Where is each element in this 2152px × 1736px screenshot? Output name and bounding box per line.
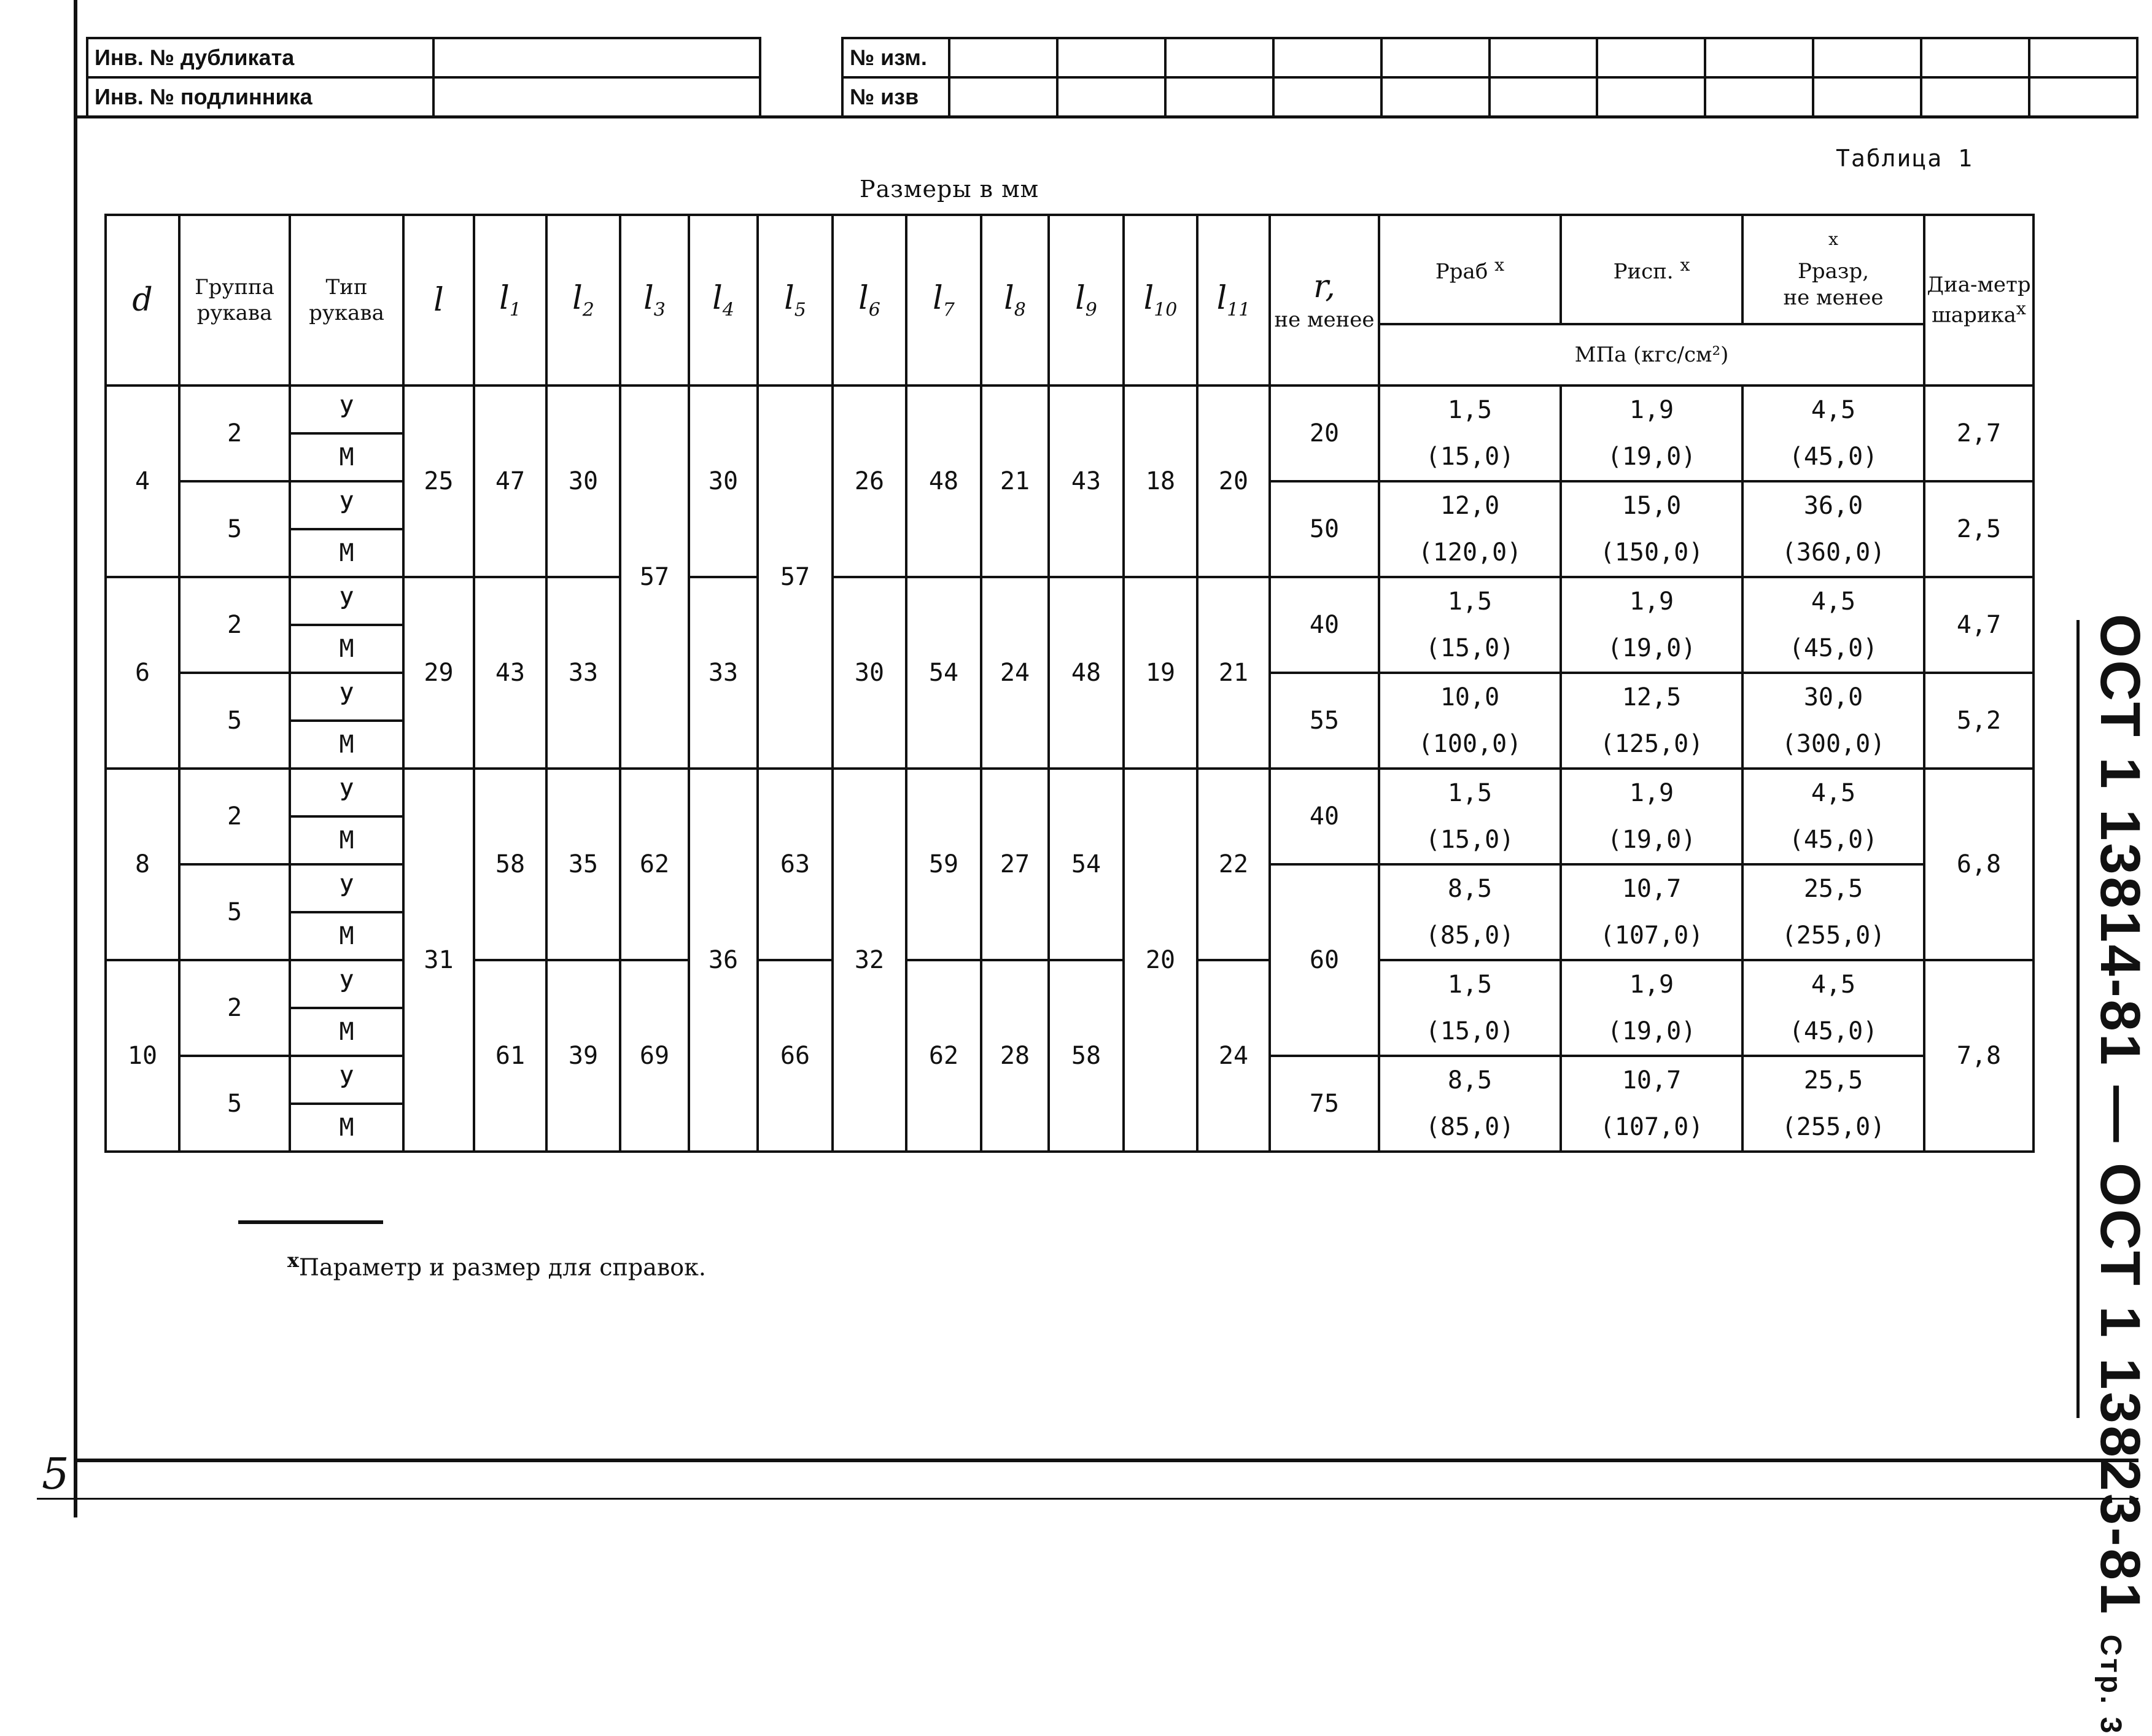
l8-cell: 24 <box>981 577 1049 769</box>
type-cell: У <box>290 673 403 721</box>
p-rab-cell: 12,0 (120,0) <box>1379 481 1561 577</box>
izv-label: № изв <box>842 77 949 117</box>
group-cell: 5 <box>179 673 290 769</box>
l6-cell: 30 <box>833 577 906 769</box>
p-isp-cell: 1,9 (19,0) <box>1561 960 1742 1056</box>
header-type: Тип рукава <box>290 215 403 386</box>
izm-label: № изм. <box>842 38 949 77</box>
p-isp-cell: 10,7 (107,0) <box>1561 1056 1742 1152</box>
l7-cell: 54 <box>906 577 981 769</box>
d-6: 6 <box>106 577 179 769</box>
p-razr-cell: 25,5 (255,0) <box>1742 1056 1924 1152</box>
l11-cell: 21 <box>1197 577 1270 769</box>
l6-cell: 26 <box>833 386 906 577</box>
p-razr-cell: 4,5 (45,0) <box>1742 577 1924 673</box>
p-razr-cell: 4,5 (45,0) <box>1742 960 1924 1056</box>
type-cell: М <box>290 721 403 769</box>
type-cell: М <box>290 912 403 960</box>
type-cell: У <box>290 386 403 433</box>
l-cell: 29 <box>403 577 474 769</box>
l9-cell: 43 <box>1049 386 1124 577</box>
l2-cell: 39 <box>546 960 620 1152</box>
type-cell: У <box>290 864 403 912</box>
l4-cell: 36 <box>689 769 758 1152</box>
l8-cell: 21 <box>981 386 1049 577</box>
header-l2: $l_2$ <box>546 215 620 386</box>
l9-cell: 54 <box>1049 769 1124 960</box>
header-l11: $l_{11}$ <box>1197 215 1270 386</box>
header-l9: $l_9$ <box>1049 215 1124 386</box>
header-r: r, не менее <box>1270 215 1379 386</box>
header-p-razr: $^x$ Pразр, не менее <box>1742 215 1924 324</box>
l2-cell: 30 <box>546 386 620 577</box>
footnote-mark: x <box>287 1249 299 1272</box>
r-cell: 20 <box>1270 386 1379 481</box>
p-rab-cell: 1,5 (15,0) <box>1379 386 1561 481</box>
header-l7: $l_7$ <box>906 215 981 386</box>
p-rab-cell: 1,5 (15,0) <box>1379 577 1561 673</box>
bottom-border-line <box>74 1459 2138 1462</box>
type-cell: М <box>290 625 403 673</box>
p-rab-cell: 10,0 (100,0) <box>1379 673 1561 769</box>
l5-cell: 63 <box>758 769 833 960</box>
header-p-rab: Pраб $^x$ <box>1379 215 1561 324</box>
header-l3: $l_3$ <box>620 215 689 386</box>
l1-cell: 61 <box>474 960 546 1152</box>
type-cell: М <box>290 433 403 481</box>
l11-cell: 22 <box>1197 769 1270 960</box>
dimensions-table <box>104 214 2035 1153</box>
dup-label: Инв. № дубликата <box>87 38 433 77</box>
l10-cell: 20 <box>1124 769 1197 1152</box>
p-isp-cell: 1,9 (19,0) <box>1561 386 1742 481</box>
type-cell: М <box>290 529 403 577</box>
l6-cell: 32 <box>833 769 906 1152</box>
p-razr-cell: 36,0 (360,0) <box>1742 481 1924 577</box>
group-cell: 2 <box>179 386 290 481</box>
corner-mark: 5 <box>42 1449 69 1499</box>
r-cell: 50 <box>1270 481 1379 577</box>
left-margin-line <box>74 0 77 1517</box>
revision-stamp <box>841 37 2138 118</box>
l1-cell: 43 <box>474 577 546 769</box>
ball-cell: 7,8 <box>1924 960 2034 1152</box>
l11-cell: 20 <box>1197 386 1270 577</box>
document-number <box>2078 614 2152 1736</box>
header-l10: $l_{10}$ <box>1124 215 1197 386</box>
p-isp-cell: 12,5 (125,0) <box>1561 673 1742 769</box>
l8-cell: 27 <box>981 769 1049 960</box>
p-isp-cell: 15,0 (150,0) <box>1561 481 1742 577</box>
d-10: 10 <box>106 960 179 1152</box>
l10-cell: 19 <box>1124 577 1197 769</box>
type-cell: У <box>290 577 403 625</box>
header-p-isp: Pисп. $^x$ <box>1561 215 1742 324</box>
p-rab-cell: 1,5 (15,0) <box>1379 769 1561 864</box>
group-cell: 5 <box>179 864 290 960</box>
l-cell: 31 <box>403 769 474 1152</box>
group-cell: 5 <box>179 1056 290 1152</box>
ball-cell: 6,8 <box>1924 769 2034 960</box>
l2-cell: 35 <box>546 769 620 960</box>
inventory-stamp <box>86 37 761 118</box>
l8-cell: 28 <box>981 960 1049 1152</box>
type-cell: М <box>290 1104 403 1152</box>
table-number: Таблица 1 <box>1836 145 1973 172</box>
l2-cell: 33 <box>546 577 620 769</box>
p-rab-cell: 8,5 (85,0) <box>1379 864 1561 960</box>
l3-cell: 62 <box>620 769 689 960</box>
type-cell: У <box>290 769 403 816</box>
side-number-rule <box>2076 620 2080 1418</box>
ball-cell: 2,7 <box>1924 386 2034 481</box>
header-l5: $l_5$ <box>758 215 833 386</box>
l9-cell: 48 <box>1049 577 1124 769</box>
group-cell: 5 <box>179 481 290 577</box>
l10-cell: 18 <box>1124 386 1197 577</box>
group-cell: 2 <box>179 577 290 673</box>
header-l4: $l_4$ <box>689 215 758 386</box>
page-number: Стр. 3 <box>2094 1634 2127 1736</box>
orig-label: Инв. № подлинника <box>87 77 433 117</box>
l1-cell: 58 <box>474 769 546 960</box>
l9-cell: 58 <box>1049 960 1124 1152</box>
header-group: Группа рукава <box>179 215 290 386</box>
l7-cell: 62 <box>906 960 981 1152</box>
header-l6: $l_6$ <box>833 215 906 386</box>
ball-cell: 5,2 <box>1924 673 2034 769</box>
footnote <box>287 1249 706 1281</box>
group-cell: 2 <box>179 769 290 864</box>
document-number-text: ОСТ 1 13814-81 — ОСТ 1 13823-81 <box>2089 614 2151 1617</box>
type-cell: М <box>290 1008 403 1056</box>
p-razr-cell: 4,5 (45,0) <box>1742 769 1924 864</box>
l5-cell: 57 <box>758 386 833 769</box>
l4-cell: 30 <box>689 386 758 577</box>
p-razr-cell: 4,5 (45,0) <box>1742 386 1924 481</box>
l11-cell: 24 <box>1197 960 1270 1152</box>
units-caption: Размеры в мм <box>860 176 1039 203</box>
l3-cell: 69 <box>620 960 689 1152</box>
footnote-text: Параметр и размер для справок. <box>298 1254 706 1281</box>
header-ball: Диа-метр шарика$^x$ <box>1924 215 2034 386</box>
l-cell: 25 <box>403 386 474 577</box>
dup-value <box>433 38 760 77</box>
p-rab-cell: 1,5 (15,0) <box>1379 960 1561 1056</box>
type-cell: У <box>290 481 403 529</box>
r-cell: 75 <box>1270 1056 1379 1152</box>
r-cell: 40 <box>1270 577 1379 673</box>
header-d: d <box>106 215 179 386</box>
d-8: 8 <box>106 769 179 960</box>
ball-cell: 2,5 <box>1924 481 2034 577</box>
p-isp-cell: 10,7 (107,0) <box>1561 864 1742 960</box>
page-edge-line <box>37 1498 2138 1500</box>
type-cell: У <box>290 1056 403 1104</box>
header-units: МПа (кгс/см²) <box>1379 324 1924 386</box>
header-l8: $l_8$ <box>981 215 1049 386</box>
p-isp-cell: 1,9 (19,0) <box>1561 769 1742 864</box>
header-l: l <box>403 215 474 386</box>
l5-cell: 66 <box>758 960 833 1152</box>
l1-cell: 47 <box>474 386 546 577</box>
r-cell: 55 <box>1270 673 1379 769</box>
d-4: 4 <box>106 386 179 577</box>
l3-cell: 57 <box>620 386 689 769</box>
p-razr-cell: 25,5 (255,0) <box>1742 864 1924 960</box>
p-rab-cell: 8,5 (85,0) <box>1379 1056 1561 1152</box>
r-cell: 40 <box>1270 769 1379 864</box>
r-cell: 60 <box>1270 864 1379 1056</box>
ball-cell: 4,7 <box>1924 577 2034 673</box>
type-cell: М <box>290 816 403 864</box>
header-l1: $l_1$ <box>474 215 546 386</box>
group-cell: 2 <box>179 960 290 1056</box>
orig-value <box>433 77 760 117</box>
footnote-rule <box>238 1220 383 1224</box>
l7-cell: 59 <box>906 769 981 960</box>
p-isp-cell: 1,9 (19,0) <box>1561 577 1742 673</box>
p-razr-cell: 30,0 (300,0) <box>1742 673 1924 769</box>
type-cell: У <box>290 960 403 1008</box>
l4-cell: 33 <box>689 577 758 769</box>
l7-cell: 48 <box>906 386 981 577</box>
